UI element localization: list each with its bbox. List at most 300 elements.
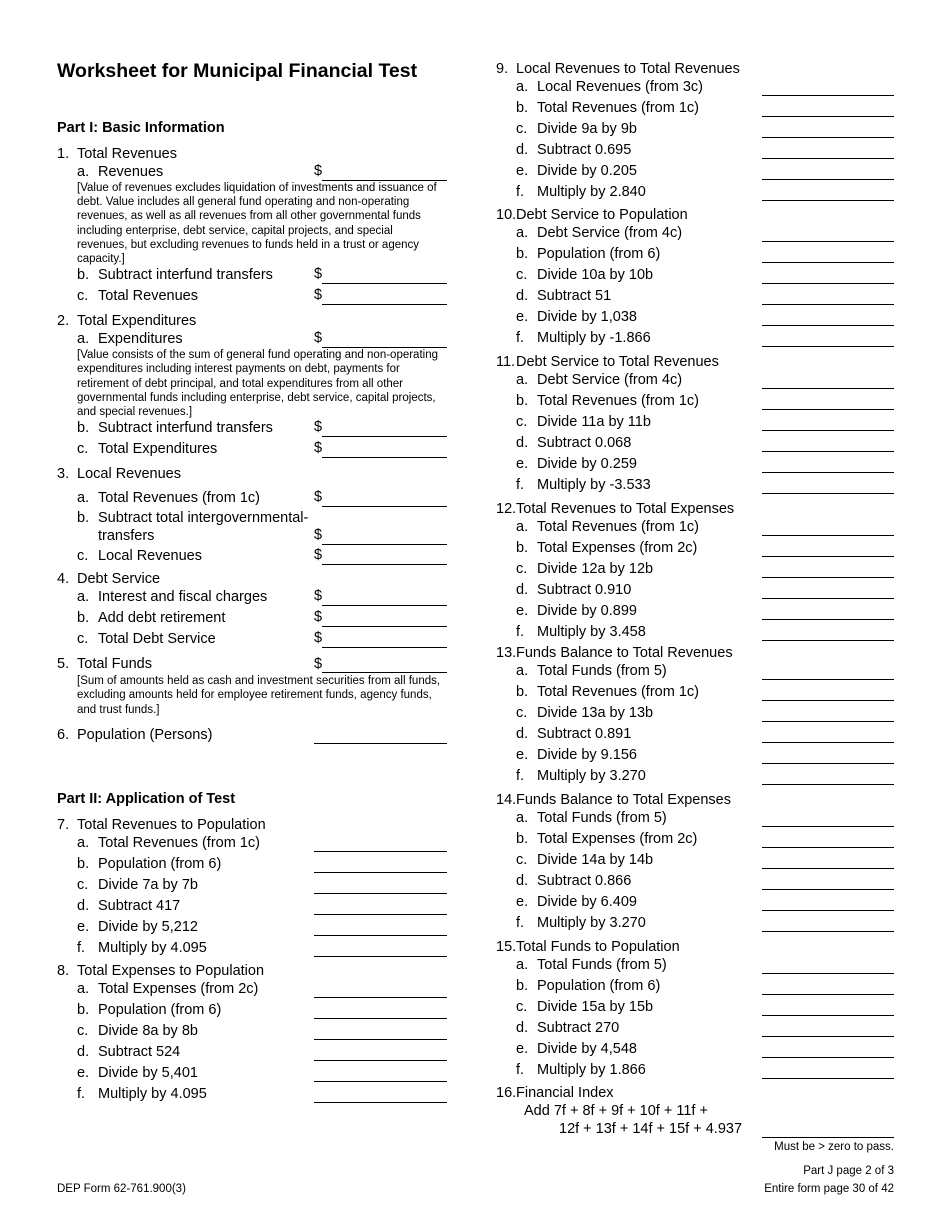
question-label: Total Revenues to Total Expenses — [516, 501, 735, 517]
sub-item — [496, 725, 896, 746]
sub-label: Total Revenues (from 1c) — [537, 519, 699, 535]
sub-letter: f. — [516, 184, 525, 200]
sub-label: Total Expenses (from 2c) — [537, 540, 698, 556]
sub-letter: d. — [516, 1020, 529, 1036]
sub-label: Total Funds (from 5) — [537, 810, 667, 826]
sub-letter: c. — [77, 877, 89, 893]
question-heading — [57, 145, 449, 163]
sub-letter: b. — [516, 540, 529, 556]
entry-field[interactable] — [762, 679, 894, 680]
sub-label: Divide by 5,212 — [98, 919, 198, 935]
sub-letter: d. — [516, 873, 529, 889]
sub-label: Total Debt Service — [98, 631, 216, 648]
sub-label: Total Revenues (from 1c) — [98, 835, 260, 851]
test-block — [496, 60, 896, 204]
question-number: 13. — [496, 645, 517, 661]
entry-field[interactable] — [762, 889, 894, 890]
sub-item — [496, 581, 896, 602]
entry-field[interactable] — [322, 457, 447, 458]
sub-label: Divide 7a by 7b — [98, 877, 198, 893]
sub-letter: b. — [516, 831, 529, 847]
sub-item — [496, 602, 896, 623]
sub-label: Total Expenses (from 2c) — [537, 831, 698, 847]
page-part: Part J page 2 of 3 — [803, 1165, 894, 1177]
sub-label: Multiply by 3.270 — [537, 915, 646, 931]
sub-item — [496, 455, 896, 476]
sub-label: Divide 11a by 11b — [537, 414, 651, 430]
sub-label: Divide 8a by 8b — [98, 1023, 198, 1039]
sub-letter: c. — [516, 267, 528, 283]
sub-item — [496, 662, 896, 683]
question-label: Debt Service to Population — [516, 207, 688, 223]
sub-item — [496, 1061, 896, 1082]
entry-field[interactable] — [762, 1137, 894, 1138]
dollar-sign: $ — [314, 287, 323, 304]
sub-item — [57, 1043, 449, 1064]
entry-field[interactable] — [322, 180, 447, 181]
entry-field[interactable] — [762, 388, 894, 389]
sub-letter: c. — [77, 288, 89, 305]
sub-label: Multiply by 2.840 — [537, 184, 646, 200]
entry-field[interactable] — [314, 1081, 447, 1082]
entry-field[interactable] — [762, 700, 894, 701]
question-block — [57, 312, 449, 462]
entry-field[interactable] — [762, 931, 894, 932]
entry-field[interactable] — [314, 1039, 447, 1040]
entry-field[interactable] — [762, 262, 894, 263]
test-block — [496, 938, 896, 1082]
entry-field[interactable] — [314, 893, 447, 894]
sub-label: Total Expenditures — [98, 441, 218, 458]
sub-label: Subtract 0.068 — [537, 435, 632, 451]
question-label: Total Funds — [77, 656, 152, 673]
sub-letter: b. — [516, 393, 529, 409]
question-heading — [57, 655, 449, 673]
sub-item — [496, 245, 896, 266]
sub-label: Multiply by 4.095 — [98, 940, 207, 956]
sub-item — [496, 371, 896, 392]
entry-field[interactable] — [762, 994, 894, 995]
question-label: Debt Service — [77, 571, 161, 588]
sub-item — [496, 560, 896, 581]
entry-field[interactable] — [762, 577, 894, 578]
question-heading — [57, 312, 449, 330]
sub-item — [496, 746, 896, 767]
entry-field[interactable] — [762, 409, 894, 410]
sub-letter: a. — [77, 331, 90, 348]
sub-item — [57, 834, 449, 855]
sub-letter: a. — [516, 519, 529, 535]
sub-item — [496, 704, 896, 725]
question-number: 2. — [57, 313, 70, 330]
note-text: [Value consists of the sum of general fund operating and non-operating expenditures including interest payments on debt, payments for retirement of debt principal, and total expenditures from all other governmental funds including enterprise, debt service, capital projects, and special revenues.] — [77, 349, 438, 419]
question-number: 9. — [496, 61, 509, 77]
sub-label: Subtract 0.695 — [537, 142, 632, 158]
sub-label: Subtract 0.866 — [537, 873, 632, 889]
entry-field[interactable] — [762, 325, 894, 326]
sub-item — [57, 980, 449, 1001]
entry-field[interactable] — [314, 872, 447, 873]
question-heading — [496, 353, 896, 371]
test-block — [496, 206, 896, 350]
sub-letter: e. — [516, 747, 529, 763]
entry-field[interactable] — [762, 619, 894, 620]
entry-field[interactable] — [762, 556, 894, 557]
question-number: 15. — [496, 939, 517, 955]
sub-letter: b. — [77, 610, 90, 627]
sub-label: Divide 9a by 9b — [537, 121, 637, 137]
sub-item — [57, 630, 449, 651]
sub-item — [496, 434, 896, 455]
question-number: 8. — [57, 963, 70, 979]
sub-letter: a. — [516, 372, 529, 388]
sub-label: Total Funds (from 5) — [537, 663, 667, 679]
entry-field[interactable] — [762, 847, 894, 848]
question-heading — [57, 816, 449, 834]
sub-label: Multiply by 4.095 — [98, 1086, 207, 1102]
sub-item — [496, 287, 896, 308]
question-block — [57, 570, 449, 651]
entry-field[interactable] — [762, 973, 894, 974]
sub-letter: f. — [516, 624, 525, 640]
sub-item — [57, 163, 449, 180]
sub-label: Population (from 6) — [98, 856, 222, 872]
entry-field[interactable] — [322, 672, 447, 673]
sub-label: Multiply by -3.533 — [537, 477, 651, 493]
sub-label: Divide 15a by 15b — [537, 999, 654, 1015]
index-line — [496, 1102, 896, 1120]
question-heading — [496, 1084, 896, 1102]
entry-field[interactable] — [762, 200, 894, 201]
test-block — [496, 353, 896, 497]
entry-field[interactable] — [762, 430, 894, 431]
entry-field[interactable] — [762, 241, 894, 242]
entry-field[interactable] — [314, 914, 447, 915]
sub-label: Interest and fiscal charges — [98, 589, 268, 606]
sub-item — [496, 413, 896, 434]
page-title: Worksheet for Municipal Financial Test — [57, 60, 418, 82]
entry-field[interactable] — [314, 935, 447, 936]
left-column — [57, 120, 449, 744]
sub-label: Total Revenues (from 1c) — [537, 393, 699, 409]
sub-label: Divide by 0.259 — [537, 456, 637, 472]
sub-item — [496, 162, 896, 183]
test-block — [57, 962, 449, 1106]
index-line — [496, 1120, 896, 1138]
sub-letter: b. — [516, 978, 529, 994]
sub-letter: b. — [516, 246, 529, 262]
entry-field[interactable] — [762, 868, 894, 869]
dollar-sign: $ — [314, 440, 323, 457]
sub-letter: b. — [77, 510, 90, 527]
sub-item — [57, 1085, 449, 1106]
sub-letter: f. — [77, 940, 86, 956]
dollar-sign: $ — [314, 330, 323, 347]
sub-letter: d. — [516, 288, 529, 304]
sub-item — [496, 183, 896, 204]
entry-field[interactable] — [762, 304, 894, 305]
sub-letter: e. — [77, 919, 90, 935]
dollar-sign: $ — [314, 163, 323, 179]
sub-letter: d. — [516, 435, 529, 451]
entry-field[interactable] — [762, 137, 894, 138]
sub-letter: a. — [516, 79, 529, 95]
entry-field[interactable] — [314, 1018, 447, 1019]
sub-letter: f. — [516, 330, 525, 346]
dollar-sign: $ — [314, 547, 323, 564]
sub-letter: b. — [77, 267, 90, 284]
question-label: Total Revenues — [77, 146, 177, 162]
entry-field[interactable] — [314, 1060, 447, 1061]
sub-label: Population (from 6) — [98, 1002, 222, 1018]
sub-letter: c. — [516, 414, 528, 430]
note-text: [Value of revenues excludes liquidation of investments and issuance of debt. Value includes all general fund operating and non-operating revenues, as well as all revenues from all other governmental funds including enterprise, debt service, capital projects, and special revenues, but excluding revenues to funds held in a trust or agency capacity.] — [77, 182, 437, 266]
sub-item — [496, 767, 896, 788]
sub-label: Total Revenues (from 1c) — [98, 490, 260, 507]
sub-item — [57, 588, 449, 609]
sub-letter: a. — [77, 589, 90, 606]
sub-letter: b. — [516, 100, 529, 116]
sub-item — [57, 287, 449, 309]
entry-field[interactable] — [314, 851, 447, 852]
sub-letter: c. — [77, 441, 89, 458]
entry-field[interactable] — [762, 116, 894, 117]
index-formula: Add 7f + 8f + 9f + 10f + 11f + — [524, 1103, 708, 1119]
form-number: DEP Form 62-761.900(3) — [57, 1183, 186, 1195]
sub-item — [57, 609, 449, 630]
entry-field[interactable] — [322, 647, 447, 648]
financial-index-block — [496, 1084, 896, 1138]
entry-field[interactable] — [322, 347, 447, 348]
sub-letter: b. — [77, 1002, 90, 1018]
sub-item — [496, 623, 896, 644]
entry-field[interactable] — [762, 158, 894, 159]
dollar-sign: $ — [314, 656, 323, 673]
sub-item — [496, 141, 896, 162]
sub-letter: e. — [516, 456, 529, 472]
entry-field[interactable] — [762, 493, 894, 494]
sub-item — [496, 683, 896, 704]
sub-item — [57, 876, 449, 897]
question-heading — [496, 206, 896, 224]
sub-item — [57, 266, 449, 287]
question-number: 4. — [57, 571, 70, 588]
question-heading — [57, 726, 449, 744]
sub-label: Divide by 5,401 — [98, 1065, 198, 1081]
sub-label: Subtract interfund transfers — [98, 267, 273, 284]
question-number: 14. — [496, 792, 517, 808]
question-label: Total Expenditures — [77, 313, 197, 330]
tests-left — [57, 816, 449, 1116]
test-block — [496, 644, 896, 788]
sub-letter: e. — [516, 603, 529, 619]
sub-item — [496, 1040, 896, 1061]
test-block — [57, 816, 449, 960]
entry-field[interactable] — [322, 564, 447, 565]
sub-label: Divide 14a by 14b — [537, 852, 654, 868]
question-block — [57, 726, 449, 744]
sub-item — [57, 1064, 449, 1085]
entry-field[interactable] — [314, 997, 447, 998]
question-heading — [496, 938, 896, 956]
entry-field[interactable] — [762, 598, 894, 599]
sub-label: Subtract total intergovernmental- — [98, 510, 309, 527]
sub-label: Multiply by 3.270 — [537, 768, 646, 784]
sub-item — [496, 329, 896, 350]
sub-label: Total Expenses (from 2c) — [98, 981, 259, 997]
sub-label: Subtract interfund transfers — [98, 420, 273, 437]
entry-field[interactable] — [762, 763, 894, 764]
sub-label: Subtract 0.891 — [537, 726, 632, 742]
sub-item — [496, 893, 896, 914]
entry-field[interactable] — [762, 346, 894, 347]
sub-label: Divide 10a by 10b — [537, 267, 654, 283]
dollar-sign: $ — [314, 489, 323, 506]
entry-field[interactable] — [322, 506, 447, 507]
sub-item — [57, 939, 449, 960]
entry-field[interactable] — [762, 742, 894, 743]
entry-field[interactable] — [314, 956, 447, 957]
sub-label: Divide 13a by 13b — [537, 705, 654, 721]
entry-field[interactable] — [762, 826, 894, 827]
question-block — [57, 145, 449, 309]
sub-label: Divide by 6.409 — [537, 894, 637, 910]
sub-item — [57, 918, 449, 939]
sub-item — [496, 872, 896, 893]
sub-label: Total Revenues (from 1c) — [537, 684, 699, 700]
sub-item — [57, 1022, 449, 1043]
sub-label: Divide by 9.156 — [537, 747, 637, 763]
sub-label: Multiply by -1.866 — [537, 330, 651, 346]
sub-letter: a. — [516, 810, 529, 826]
sub-label: Local Revenues (from 3c) — [537, 79, 704, 95]
entry-field[interactable] — [322, 544, 447, 545]
question-heading — [496, 791, 896, 809]
question-label: Total Funds to Population — [516, 939, 680, 955]
entry-field[interactable] — [762, 640, 894, 641]
sub-letter: a. — [516, 225, 529, 241]
note-text: [Sum of amounts held as cash and investment securities from all funds, excluding amounts held for employee retirement funds, agency funds, and trust funds.] — [77, 675, 441, 716]
entry-field[interactable] — [762, 472, 894, 473]
dollar-sign: $ — [314, 609, 323, 626]
sub-letter: e. — [77, 1065, 90, 1081]
sub-letter: b. — [77, 856, 90, 872]
question-number: 11. — [496, 354, 516, 370]
entry-field[interactable] — [322, 626, 447, 627]
dollar-sign: $ — [314, 266, 323, 283]
sub-item — [496, 224, 896, 245]
entry-field[interactable] — [762, 721, 894, 722]
test-block — [496, 791, 896, 935]
sub-letter: d. — [516, 582, 529, 598]
sub-item — [57, 1001, 449, 1022]
sub-item — [496, 914, 896, 935]
question-heading — [57, 570, 449, 588]
entry-field[interactable] — [762, 535, 894, 536]
question-heading — [57, 465, 449, 483]
pass-note: Must be > zero to pass. — [774, 1141, 894, 1153]
sub-letter: c. — [516, 705, 528, 721]
sub-item — [496, 977, 896, 998]
entry-field[interactable] — [762, 283, 894, 284]
sub-label: Subtract 524 — [98, 1044, 181, 1060]
sub-label: Population (from 6) — [537, 978, 661, 994]
question-number: 12. — [496, 501, 517, 517]
sub-label: Subtract 0.910 — [537, 582, 632, 598]
sub-letter: b. — [77, 420, 90, 437]
dollar-sign: $ — [314, 588, 323, 605]
sub-item — [57, 897, 449, 918]
sub-item — [496, 266, 896, 287]
entry-field[interactable] — [322, 304, 447, 305]
entry-field[interactable] — [762, 1057, 894, 1058]
question-number: 16. — [496, 1085, 517, 1101]
entry-field[interactable] — [762, 179, 894, 180]
question-heading — [496, 644, 896, 662]
sub-item — [496, 830, 896, 851]
sub-item — [57, 440, 449, 462]
sub-label: Debt Service (from 4c) — [537, 372, 683, 388]
entry-field[interactable] — [314, 1102, 447, 1103]
sub-label: Revenues — [98, 164, 164, 180]
sub-item — [496, 120, 896, 141]
sub-letter: f. — [516, 1062, 525, 1078]
entry-field[interactable] — [314, 743, 447, 744]
entry-field[interactable] — [322, 436, 447, 437]
sub-item — [57, 330, 449, 347]
sub-label: Multiply by 1.866 — [537, 1062, 646, 1078]
entry-field[interactable] — [762, 451, 894, 452]
entry-field[interactable] — [322, 283, 447, 284]
sub-label: Subtract 270 — [537, 1020, 620, 1036]
sub-letter: c. — [77, 631, 89, 648]
entry-field[interactable] — [762, 910, 894, 911]
sub-item — [496, 99, 896, 120]
sub-label: Subtract 417 — [98, 898, 181, 914]
sub-letter: f. — [516, 915, 525, 931]
sub-letter: a. — [77, 490, 90, 507]
sub-label: Divide by 0.899 — [537, 603, 637, 619]
question-number: 3. — [57, 466, 70, 483]
question-number: 10. — [496, 207, 517, 223]
sub-letter: d. — [77, 1044, 90, 1060]
sub-label: Divide by 0.205 — [537, 163, 637, 179]
sub-letter: c. — [516, 999, 528, 1015]
question-number: 5. — [57, 656, 70, 673]
entry-field[interactable] — [762, 784, 894, 785]
question-label: Funds Balance to Total Revenues — [516, 645, 733, 661]
dollar-sign: $ — [314, 419, 323, 436]
entry-field[interactable] — [322, 605, 447, 606]
question-label: Debt Service to Total Revenues — [516, 354, 719, 370]
sub-label: Local Revenues — [98, 548, 202, 565]
sub-letter: f. — [516, 477, 525, 493]
sub-letter: a. — [77, 981, 90, 997]
question-label: Local Revenues — [77, 466, 181, 483]
sub-item — [496, 539, 896, 560]
entry-field[interactable] — [762, 95, 894, 96]
entry-field[interactable] — [762, 1015, 894, 1016]
sub-item — [496, 956, 896, 977]
section-heading: Part II: Application of Test — [57, 791, 236, 807]
entry-field[interactable] — [762, 1078, 894, 1079]
sub-item — [496, 78, 896, 99]
sub-item — [57, 855, 449, 876]
entry-field[interactable] — [762, 1036, 894, 1037]
sub-label: Total Revenues (from 1c) — [537, 100, 699, 116]
sub-letter: e. — [516, 309, 529, 325]
sub-letter: a. — [77, 164, 90, 180]
